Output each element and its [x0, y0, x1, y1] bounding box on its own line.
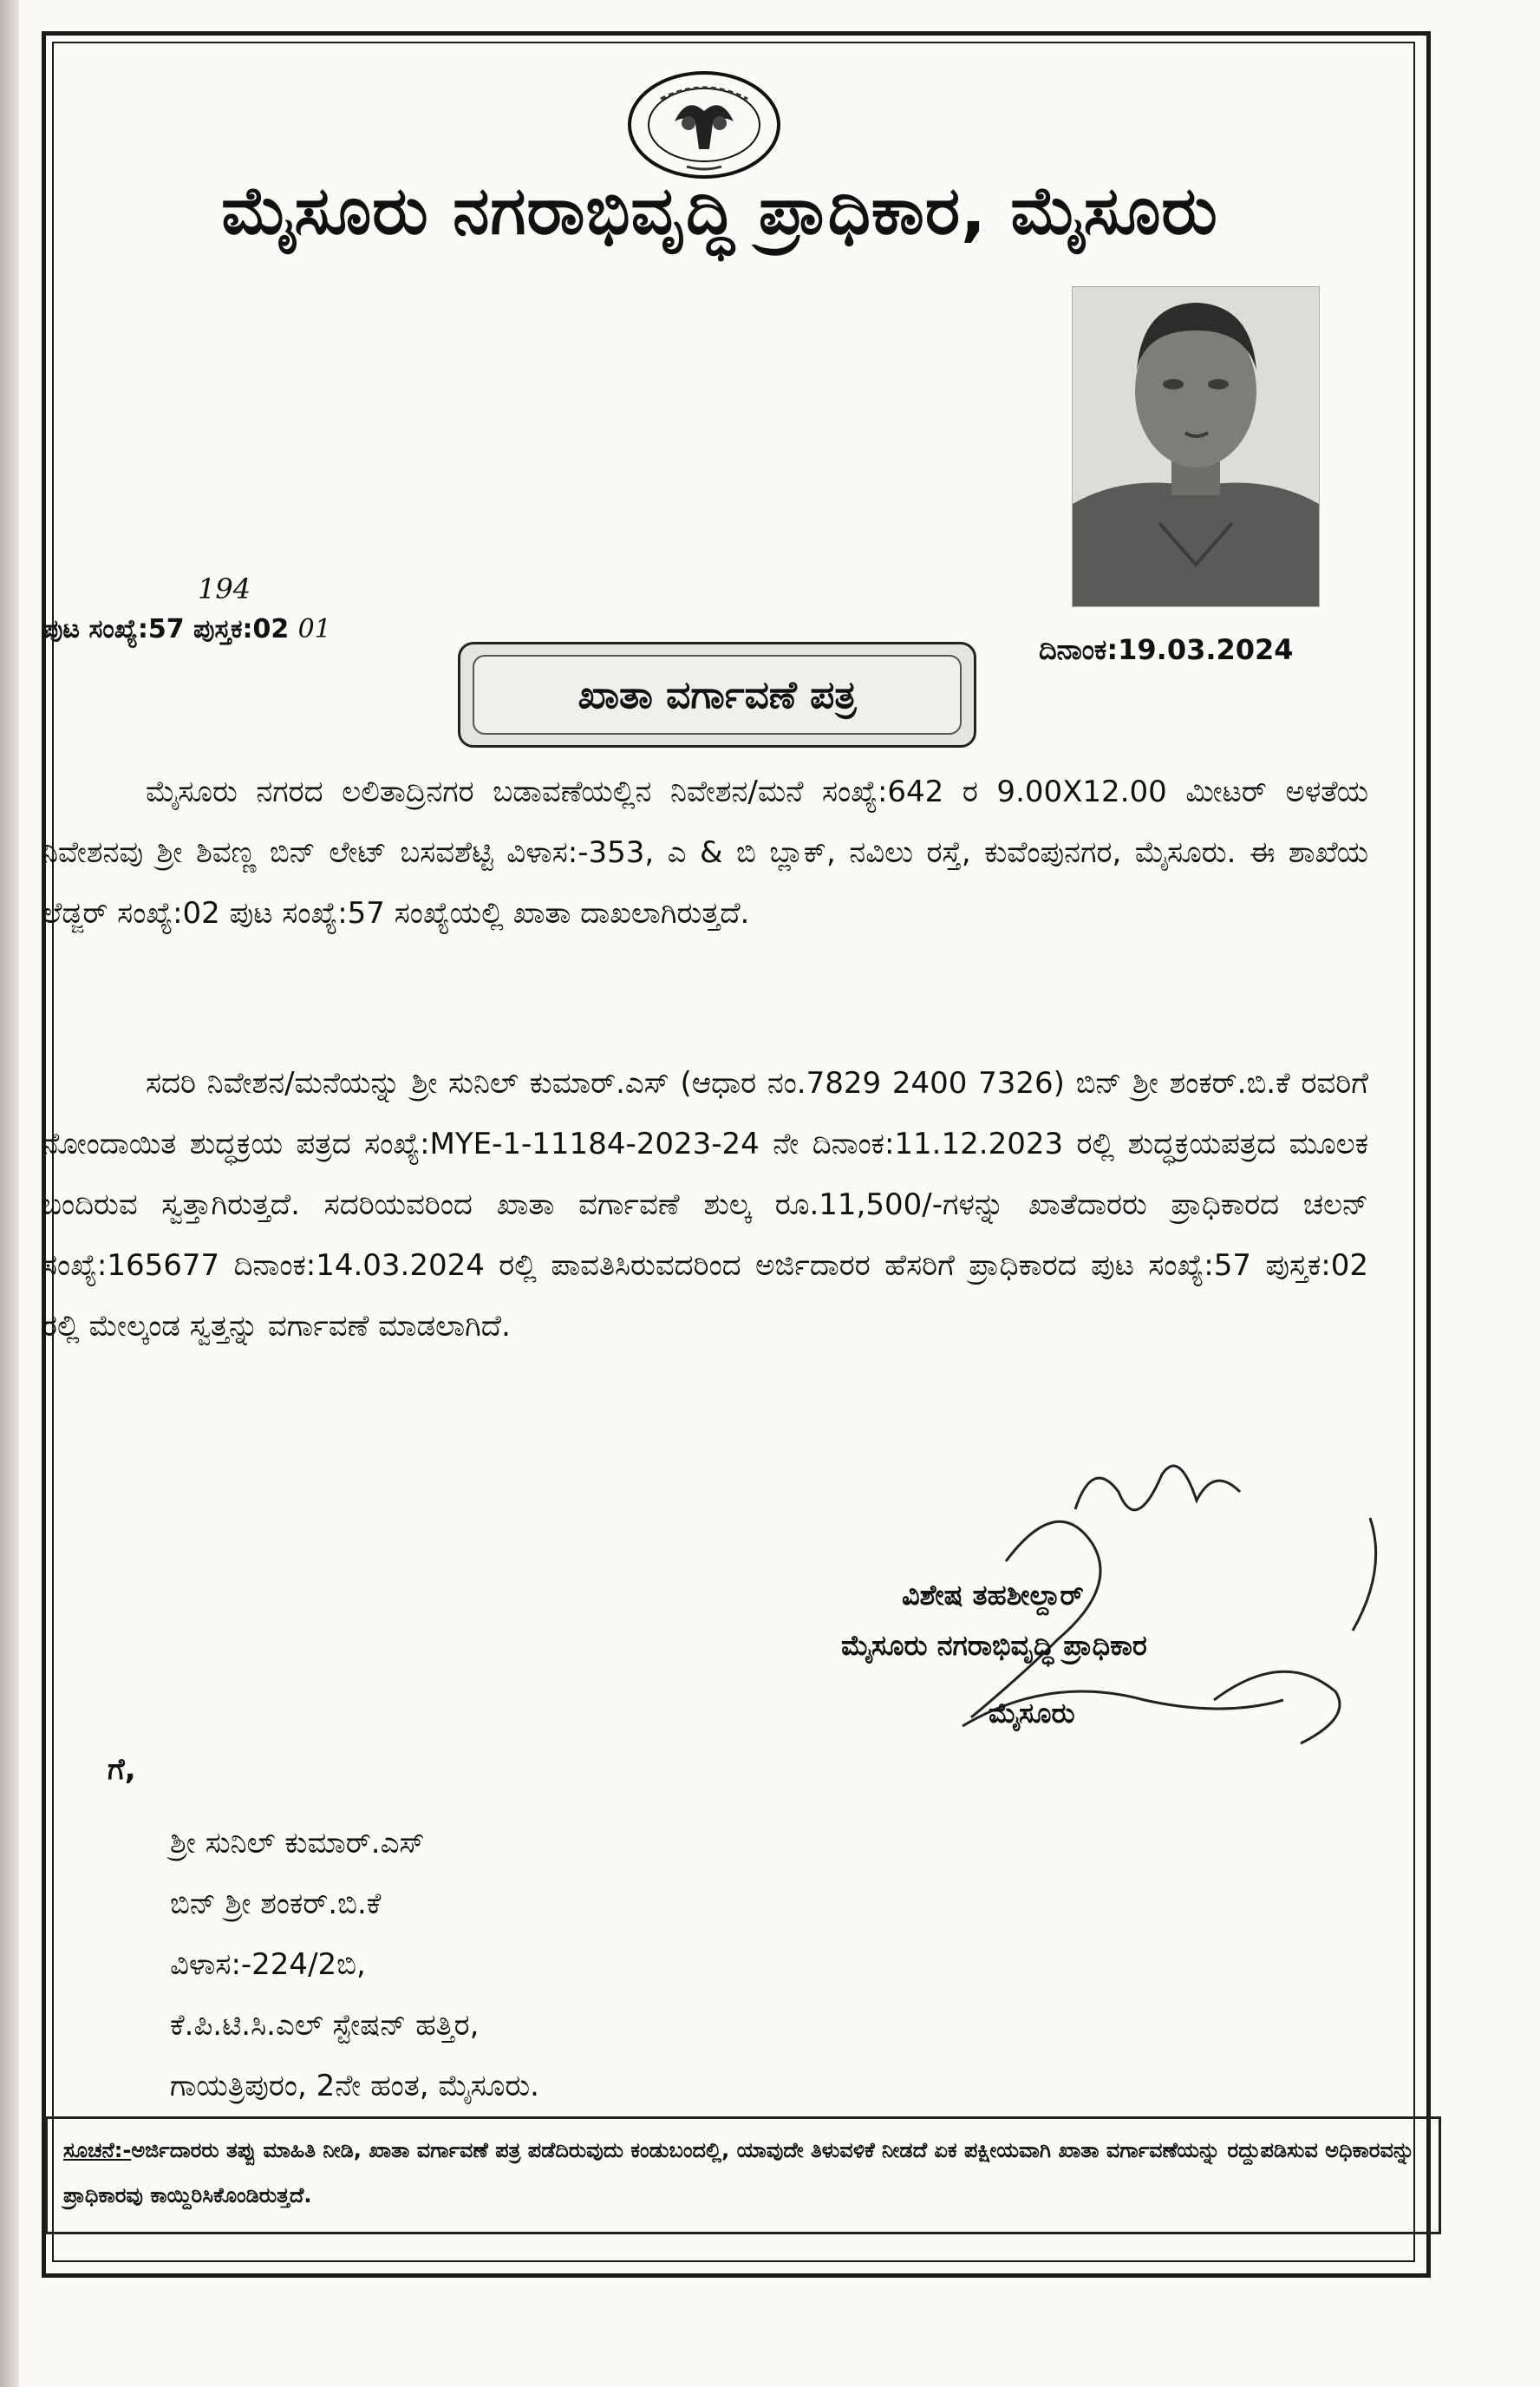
- signatory-designation: ವಿಶೇಷ ತಹಶೀಲ್ದಾರ್: [902, 1579, 1084, 1612]
- notice-label: ಸೂಚನೆ:-: [63, 2138, 132, 2162]
- signatory-authority: ಮೈಸೂರು ನಗರಾಭಿವೃದ್ಧಿ ಪ್ರಾಧಿಕಾರ: [841, 1629, 1147, 1662]
- salutation: ಗೆ,: [108, 1752, 136, 1787]
- handwritten-signature: [832, 1440, 1422, 1804]
- document-title: ಖಾತಾ ವರ್ಗಾವಣೆ ಪತ್ರ: [473, 655, 962, 735]
- notice-box: [45, 2116, 1441, 2234]
- document-date: ದಿನಾಂಕ:19.03.2024: [1039, 633, 1294, 666]
- applicant-photo: [1072, 286, 1320, 607]
- authority-seal-icon: [626, 69, 782, 180]
- recipient-address: [170, 1813, 539, 2116]
- handwritten-book-number: 01: [297, 614, 331, 644]
- document-title-box: [458, 642, 976, 748]
- handwritten-page-number: 194: [198, 572, 251, 605]
- body-paragraph-2: ಸದರಿ ನಿವೇಶನ/ಮನೆಯನ್ನು ಶ್ರೀ ಸುನಿಲ್ ಕುಮಾರ್.ಎಸ್ (ಆಧಾರ ನಂ.7829 2400 7326) ಬಿನ್ ಶ್ರೀ ಶಂಕರ್.ಬಿ.ಕೆ ರವರಿಗೆ ನೋಂದಾಯಿತ ಶುದ್ಧಕ್ರಯ ಪತ್ರದ ಸಂಖ್ಯೆ:MYE-1-11184-2023-24 ನೇ ದಿನಾಂಕ:11.12.2023 ರಲ್ಲಿ ಶುದ್ಧಕ್ರಯಪತ್ರದ ಮೂಲಕ ಬಂದಿರುವ ಸ್ವತ್ತಾಗಿರುತ್ತದೆ. ಸದರಿಯವರಿಂದ ಖಾತಾ ವರ್ಗಾವಣೆ ಶುಲ್ಕ ರೂ.11,500/-ಗಳನ್ನು ಖಾತೆದಾರರು ಪ್ರಾಧಿಕಾರದ ಚಲನ್ ಸಂಖ್ಯೆ:165677 ದಿನಾಂಕ:14.03.2024 ರಲ್ಲಿ ಪಾವತಿಸಿರುವದರಿಂದ ಅರ್ಜಿದಾರರ ಹೆಸರಿಗೆ ಪ್ರಾಧಿಕಾರದ ಪುಟ ಸಂಖ್ಯೆ:57 ಪುಸ್ತಕ:02 ರಲ್ಲಿ ಮೇಲ್ಕಂಡ ಸ್ವತ್ತನ್ನು ವರ್ಗಾವಣೆ ಮಾಡಲಾಗಿದೆ.: [42, 1066, 1368, 1344]
- body-paragraph-1: ಮೈಸೂರು ನಗರದ ಲಲಿತಾದ್ರಿನಗರ ಬಡಾವಣೆಯಲ್ಲಿನ ನಿವೇಶನ/ಮನೆ ಸಂಖ್ಯೆ:642 ರ 9.00X12.00 ಮೀಟರ್ ಅಳತೆಯ ನಿವೇಶನವು ಶ್ರೀ ಶಿವಣ್ಣ ಬಿನ್ ಲೇಟ್ ಬಸವಶೆಟ್ಟಿ ವಿಳಾಸ:-353, ಎ & ಬಿ ಬ್ಲಾಕ್, ನವಿಲು ರಸ್ತೆ, ಕುವೆಂಪುನಗರ, ಮೈಸೂರು. ಈ ಶಾಖೆಯ ಲೆಡ್ಜರ್ ಸಂಖ್ಯೆ:02 ಪುಟ ಸಂಖ್ಯೆ:57 ಸಂಖ್ಯೆಯಲ್ಲಿ ಖಾತಾ ದಾಖಲಾಗಿರುತ್ತದೆ.: [42, 775, 1368, 931]
- recipient-line: ಬಿನ್ ಶ್ರೀ ಶಂಕರ್.ಬಿ.ಕೆ: [170, 1887, 382, 1921]
- recipient-line: ವಿಳಾಸ:-224/2ಬಿ,: [170, 1947, 366, 1982]
- page-book-label: ಪುಟ ಸಂಖ್ಯೆ:57 ಪುಸ್ತಕ:02: [42, 614, 290, 644]
- recipient-line: ಶ್ರೀ ಸುನಿಲ್ ಕುಮಾರ್.ಎಸ್: [170, 1826, 425, 1861]
- recipient-line: ಗಾಯತ್ರಿಪುರಂ, 2ನೇ ಹಂತ, ಮೈಸೂರು.: [170, 2069, 539, 2103]
- signature-block: [832, 1440, 1422, 1804]
- recipient-line: ಕೆ.ಪಿ.ಟಿ.ಸಿ.ಎಲ್ ಸ್ಟೇಷನ್ ಹತ್ತಿರ,: [170, 2008, 480, 2043]
- page-binding-edge: [0, 0, 19, 2387]
- authority-title: ಮೈಸೂರು ನಗರಾಭಿವೃದ್ಧಿ ಪ್ರಾಧಿಕಾರ, ಮೈಸೂರು: [221, 172, 1218, 249]
- signatory-city: ಮೈಸೂರು: [989, 1697, 1075, 1730]
- notice-text: ಅರ್ಜಿದಾರರು ತಪ್ಪು ಮಾಹಿತಿ ನೀಡಿ, ಖಾತಾ ವರ್ಗಾವಣೆ ಪತ್ರ ಪಡೆದಿರುವುದು ಕಂಡುಬಂದಲ್ಲಿ, ಯಾವುದೇ ತಿಳುವಳಿಕೆ ನೀಡದೆ ಏಕ ಪಕ್ಷೀಯವಾಗಿ ಖಾತಾ ವರ್ಗಾವಣೆಯನ್ನು ರದ್ದುಪಡಿಸುವ ಅಧಿಕಾರವನ್ನು ಪ್ರಾಧಿಕಾರವು ಕಾಯ್ದಿರಿಸಿಕೊಂಡಿರುತ್ತದೆ.: [63, 2138, 1415, 2207]
- page-book-number: [42, 614, 331, 644]
